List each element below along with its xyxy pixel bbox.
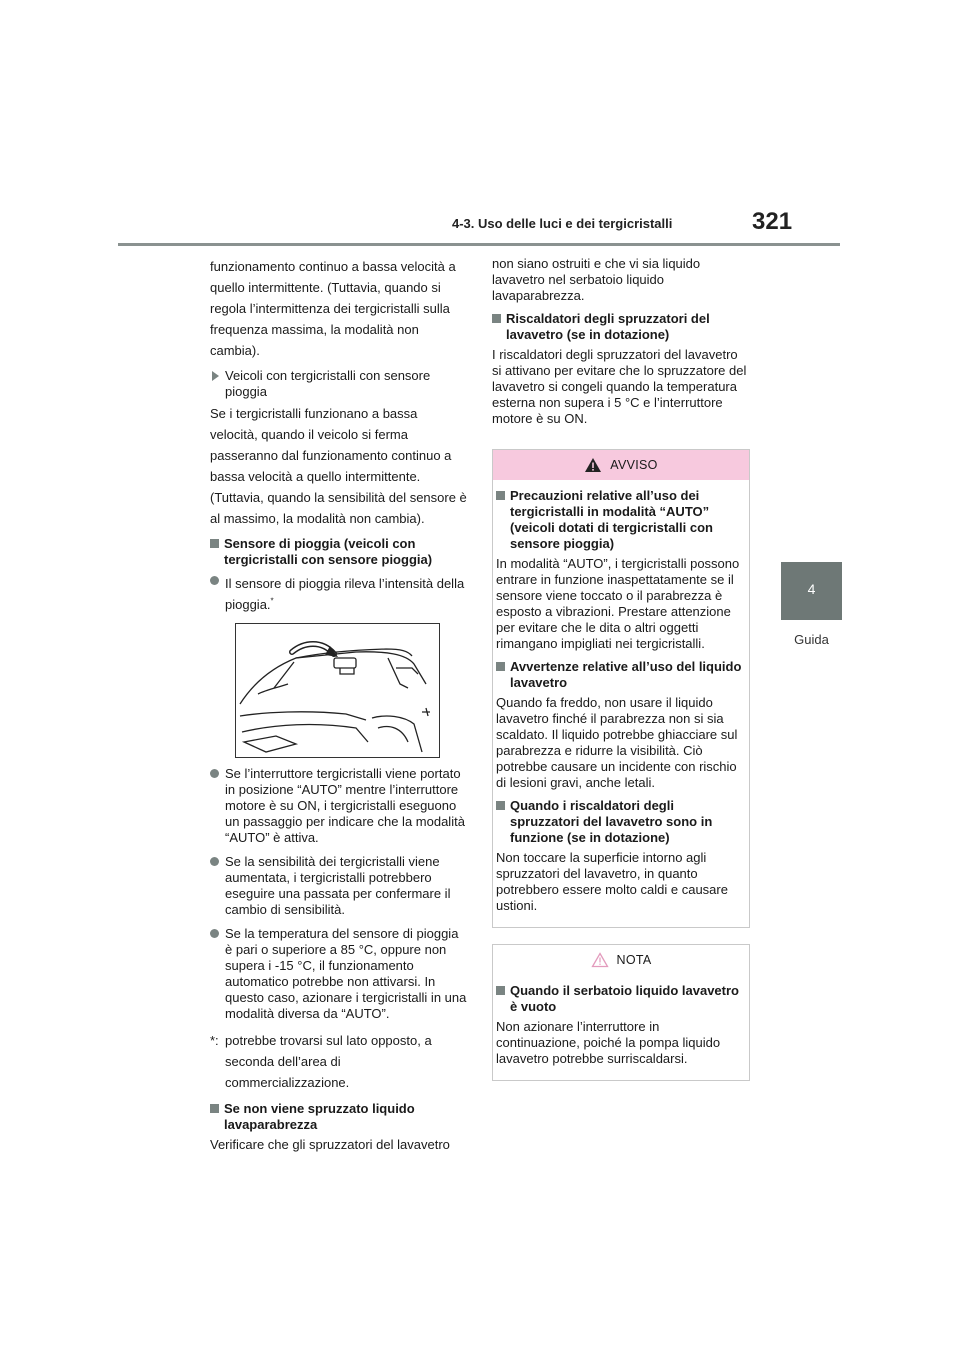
warning-box-header (493, 450, 749, 480)
warning-heading-auto: Precauzioni relative all’uso dei tergicristalli in modalità “AUTO” (veicoli dotati di tergicristalli con sensore pioggia) (496, 488, 746, 552)
warning-triangle-icon (584, 457, 602, 473)
left-column (210, 256, 468, 1160)
footnote-ref: * (270, 596, 274, 606)
bullet-temperature: Se la temperatura del sensore di pioggia è pari o superiore a 85 °C, oppure non supera i -15 °C, il funzionamento automatico potrebbe non attivarsi. In questo caso, azionare i tergicristalli in una modalità diversa da “AUTO”. (210, 926, 468, 1022)
caution-triangle-outline-icon (591, 952, 609, 968)
rain-sensor-paragraph: Se i tergicristalli funzionano a bassa velocità, quando il veicolo si ferma passeranno dal funzionamento continuo a bassa velocità a quello intermittente. (Tuttavia, quando la sensibilità del sensore è al massimo, la modalità non cambia). (210, 406, 467, 526)
heater-paragraph: I riscaldatori degli spruzzatori del lavavetro si attivano per evitare che lo spruzzatore del lavavetro si congeli quando la temperatura esterna non supera i 5 °C e l’interruttore motore è su ON. (492, 347, 747, 426)
note-box-header (493, 945, 749, 975)
sensor-heading: Sensore di pioggia (veicoli con tergicristalli con sensore pioggia) (210, 536, 468, 568)
heater-heading: Riscaldatori degli spruzzatori del lavavetro (se in dotazione) (492, 311, 750, 343)
warning-title: AVVISO (610, 458, 658, 472)
note-text: Non azionare l’interruttore in continuazione, poiché la pompa liquido lavavetro potrebbe surriscaldarsi. (496, 1019, 721, 1066)
bullet-auto-mode: Se l’interruttore tergicristalli viene portato in posizione “AUTO” mentre l’interruttore motore è su ON, i tergicristalli eseguono un passaggio per indicare che la modalità “AUTO” è attiva. (210, 766, 468, 846)
note-box (492, 944, 750, 1081)
washer-heading: Se non viene spruzzato liquido lavaparabrezza (210, 1101, 468, 1133)
bullet-sensitivity: Se la sensibilità dei tergicristalli viene aumentata, i tergicristalli potrebbero eseguire una passata per confermare il cambio di sensibilità. (210, 854, 468, 918)
note-heading: Quando il serbatoio liquido lavavetro è vuoto (496, 983, 746, 1015)
washer-paragraph-continued: non siano ostruiti e che vi sia liquido lavavetro nel serbatoio liquido lavaparabrezza. (492, 256, 701, 303)
intro-paragraph: funzionamento continuo a bassa velocità a quello intermittente. (Tuttavia, quando si regola l’intermittenza dei tergicristalli sulla frequenza massima, la modalità non cambia). (210, 259, 456, 358)
warning-text-heaters: Non toccare la superficie intorno agli spruzzatori del lavavetro, in quanto potrebbero essere molto caldi e causare ustioni. (496, 850, 728, 913)
chapter-number: 4 (807, 581, 816, 597)
warning-heading-heaters: Quando i riscaldatori degli spruzzatori del lavavetro sono in funzione (se in dotazione) (496, 798, 746, 846)
warning-box-body (493, 480, 749, 927)
page-number: 321 (752, 208, 793, 235)
footnote (210, 1030, 468, 1093)
footnote-mark: *: (210, 1033, 219, 1048)
car-windshield-drawing (236, 624, 439, 757)
note-box-body (493, 975, 749, 1080)
warning-text-fluid: Quando fa freddo, non usare il liquido lavavetro finché il parabrezza non si sia scaldato. Il liquido potrebbe ghiacciare sul parabrezza e ridurre la visibilità. Ciò potrebbe causare un incidente con rischio di lesioni gravi, anche letali. (496, 695, 738, 790)
warning-box (492, 449, 750, 928)
rain-sensor-illustration (235, 623, 440, 758)
right-column (492, 256, 750, 1095)
warning-heading-fluid: Avvertenze relative all’uso del liquido lavavetro (496, 659, 746, 691)
bullet-rain-detect (210, 573, 468, 615)
washer-paragraph: Verificare che gli spruzzatori del lavavetro (210, 1137, 450, 1152)
note-title: NOTA (616, 953, 652, 967)
chapter-label: Guida (794, 632, 829, 647)
footnote-text: potrebbe trovarsi sul lato opposto, a seconda dell’area di commercializzazione. (225, 1033, 432, 1090)
bullet-text: Il sensore di pioggia rileva l’intensità della pioggia. (225, 576, 465, 612)
header-divider (118, 243, 840, 246)
section-title: 4-3. Uso delle luci e dei tergicristalli (452, 216, 673, 231)
rain-sensor-subheading: Veicoli con tergicristalli con sensore pioggia (210, 368, 468, 400)
warning-text-auto: In modalità “AUTO”, i tergicristalli possono entrare in funzione inaspettatamente se il sensore viene toccato o il parabrezza è esposto a vibrazioni. Prestare attenzione per evitare che le dita o altri oggetti rimangano impigliati nei tergicristalli. (496, 556, 740, 651)
